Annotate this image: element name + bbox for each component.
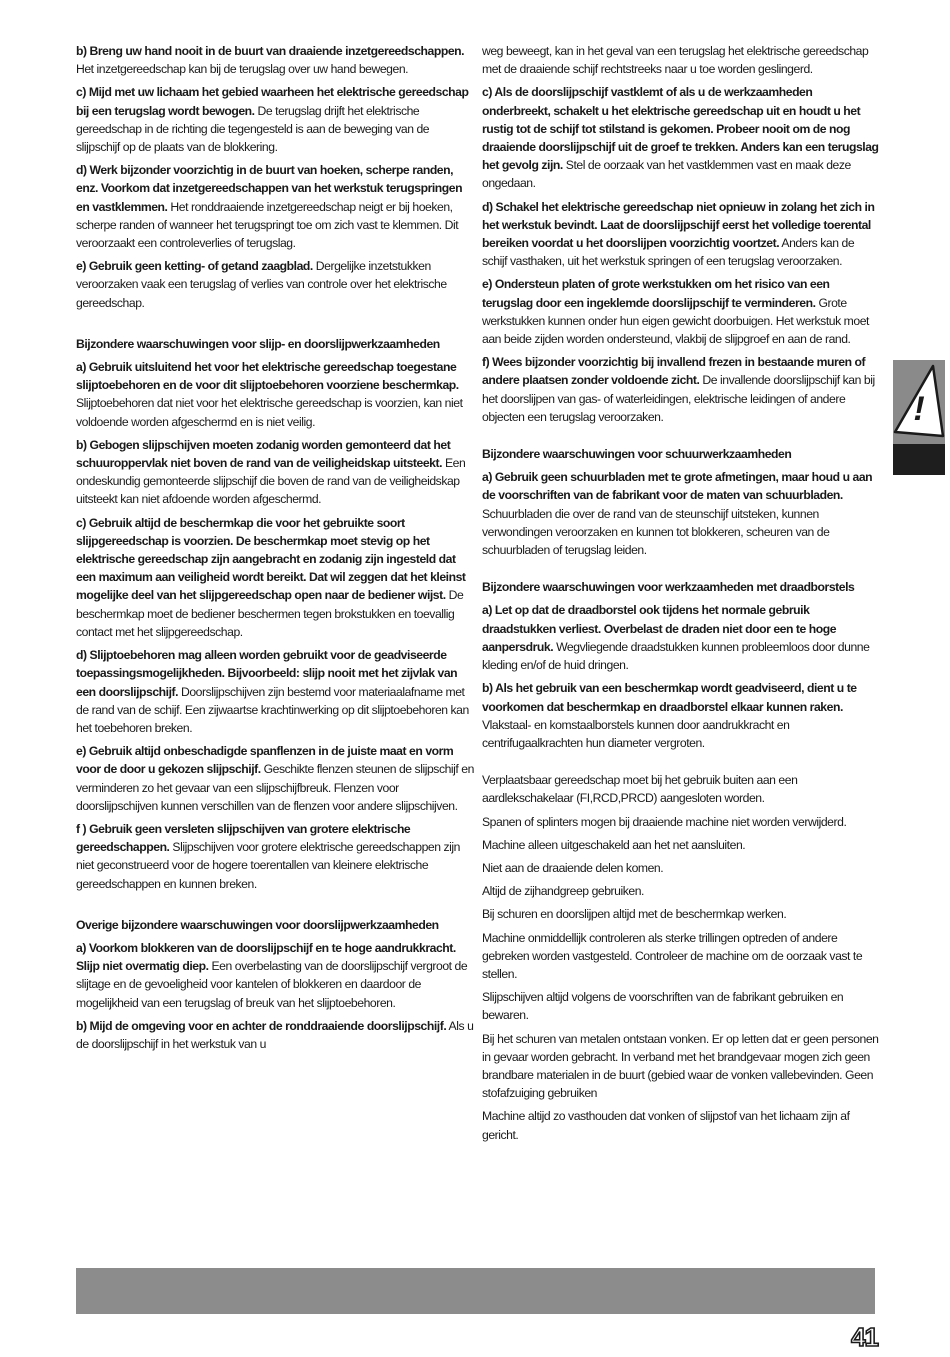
paragraph: a) Gebruik uitsluitend het voor het elektrische gereedschap toegestane slijptoebehoren en de voor dit slijptoebehoren voorziene beschermkap. Slijptoebehoren dat niet voor het elektrische gereedschap is voorzien, kan niet voldoende worden afgeschermd en is niet veilig.	[76, 360, 463, 429]
note-paragraph: Bij het schuren van metalen ontstaan vonken. Er op letten dat er geen personen in gevaar worden gebracht. In verband met het brandgevaar mogen zich geen brandbare materialen in de buurt (gebied waar de vonken vallebevinden. Geen stofafzuiging gebruiken	[482, 1031, 879, 1101]
paragraph: c) Gebruik altijd de beschermkap die voor het gebruikte soort slijpgereedschap is voorzien. De beschermkap moet stevig op het elektrische gereedschap zijn aangebracht en zodanig zijn ingesteld dat een maximum aan veiligheid wordt bereikt. Dat wil zeggen dat het kleinst mogelijke deel van het slijpgereedschap open naar de bediener wijst. De beschermkap moet de bediener beschermen tegen brokstukken en toevallig contact met het slijpgereedschap.	[76, 515, 466, 639]
note-paragraph: Slijpschijven altijd volgens de voorschriften van de fabrikant gebruiken en bewaren.	[482, 990, 844, 1023]
note-paragraph: Spanen of splinters mogen bij draaiende machine niet worden verwijderd.	[482, 814, 847, 829]
page-number: 41	[851, 1322, 878, 1352]
note-paragraph: Machine onmiddellijk controleren als sterke trillingen optreden of andere gebreken worden vastgesteld. Controleer de machine om de oorzaak vast te stellen.	[482, 930, 863, 981]
paragraph: f ) Gebruik geen versleten slijpschijven van grotere elektrische gereedschappen. Slijpschijven voor grotere elektrische gereedschappen zijn niet geconstrueerd voor de hogere toerentallen van kleinere elektrische gereedschappen en kunnen breken.	[76, 821, 460, 891]
paragraph: b) Mijd de omgeving voor en achter de ronddraaiende doorslijpschijf. Als u de doorslijpschijf in het werkstuk van u	[76, 1018, 474, 1051]
svg-text:!: !	[913, 390, 925, 428]
paragraph: c) Als de doorslijpschijf vastklemt of als u de werkzaamheden onderbreekt, schakelt u het elektrische gereedschap uit en houdt u het rustig tot de schijf tot stilstand is gekomen. Probeer nooit om de nog draaiende doorslijpschijf uit de groef te trekken. Anders kan een terugslag het gevolg zijn. Stel de oorzaak van het vastklemmen vast en maak deze ongedaan.	[482, 85, 879, 191]
paragraph: e) Ondersteun platen of grote werkstukken om het risico van een terugslag door een ingeklemde doorslijpschijf te verminderen. Grote werkstukken kunnen onder hun eigen gewicht doorbuigen. Het werkstuk moet aan beide zijden worden ondersteund, vlakbij de slijpgroef en aan de rand.	[482, 277, 869, 347]
right-column	[482, 42, 880, 1149]
paragraph: b) Als het gebruik van een beschermkap wordt geadviseerd, dient u te voorkomen dat beschermkap en draadborstel elkaar kunnen raken. Vlakstaal- en komstaalborstels kunnen door aandrukkracht en centrifugaalkrachten hun diameter vergroten.	[482, 681, 857, 750]
section-heading: Bijzondere waarschuwingen voor slijp- en doorslijpwerkzaamheden	[76, 336, 440, 351]
paragraph: c) Mijd met uw lichaam het gebied waarheen het elektrische gereedschap bij een terugslag wordt bewogen. De terugslag drijft het elektrische gereedschap in de richting die tegengesteld is aan de beweging van de slijpschijf op de plaats van de blokkering.	[76, 85, 469, 155]
paragraph: d) Schakel het elektrische gereedschap niet opnieuw in zolang het zich in het werkstuk bevindt. Laat de doorslijpschijf eerst het volledige toerental bereiken voordat u het doorslijpen voorzichtig voortzet. Anders kan de schijf vasthaken, uit het werkstuk springen of een terugslag veroorzaken.	[482, 199, 875, 269]
section-heading: Bijzondere waarschuwingen voor schuurwerkzaamheden	[482, 447, 792, 462]
paragraph: a) Gebruik geen schuurbladen met te grote afmetingen, maar houd u aan de voorschriften van de fabrikant voor de maten van schuurbladen. Schuurbladen die over de rand van de steunschijf uitsteken, kunnen verwondingen veroorzaken en kunnen tot blokkeren, scheuren van de schuurbladen of terugslag leiden.	[482, 470, 873, 558]
paragraph: b) Breng uw hand nooit in de buurt van draaiende inzetgereedschappen. Het inzetgereedschap kan bij de terugslag over uw hand bewegen.	[76, 44, 465, 77]
paragraph: f) Wees bijzonder voorzichtig bij invallend frezen in bestaande muren of andere plaatsen zonder voldoende zicht. De invallende doorslijpschijf kan bij het doorslijpen van gas- of waterleidingen, elektrische leidingen of andere objecten een terugslag veroorzaken.	[482, 355, 875, 424]
section-heading: Overige bijzondere waarschuwingen voor doorslijpwerkzaamheden	[76, 917, 439, 932]
paragraph: e) Gebruik geen ketting- of getand zaagblad. Dergelijke inzetstukken veroorzaken vaak een terugslag of verlies van controle over het elektrische gereedschap.	[76, 259, 447, 310]
note-paragraph: Verplaatsbaar gereedschap moet bij het gebruik buiten aan een aardlekschakelaar (FI,RCD,PRCD) aangesloten worden.	[482, 773, 798, 806]
paragraph: weg beweegt, kan in het geval van een terugslag het elektrische gereedschap met de draaiende schijf rechtstreeks naar u toe worden geslingerd.	[482, 44, 869, 77]
note-paragraph: Machine alleen uitgeschakeld aan het net aansluiten.	[482, 837, 746, 852]
side-tab-top	[893, 360, 945, 444]
note-paragraph: Niet aan de draaiende delen komen.	[482, 860, 664, 875]
section-heading: Bijzondere waarschuwingen voor werkzaamheden met draadborstels	[482, 580, 855, 595]
paragraph: d) Werk bijzonder voorzichtig in de buurt van hoeken, scherpe randen, enz. Voorkom dat inzetgereedschappen van het werkstuk terugspringen en vastklemmen. Het ronddraaiende inzetgereedschap neigt er bij hoeken, scherpe randen of wanneer het terugspringt toe om zich vast te klemmen. Dit veroorzaakt een controleverlies of terugslag.	[76, 163, 463, 251]
note-paragraph: Bij schuren en doorslijpen altijd met de beschermkap werken.	[482, 907, 787, 922]
note-paragraph: Altijd de zijhandgreep gebruiken.	[482, 884, 644, 899]
paragraph: b) Gebogen slijpschijven moeten zodanig worden gemonteerd dat het schuuroppervlak niet boven de rand van de veiligheidskap uitsteekt. Een ondeskundig gemonteerde slijpschijf die boven de rand van de veiligheidskap uitsteekt kan niet afdoende worden afgeschermd.	[76, 437, 466, 507]
left-column	[76, 42, 474, 1058]
note-paragraph: Machine altijd zo vasthouden dat vonken of slijpstof van het lichaam zijn af gericht.	[482, 1109, 850, 1142]
footer-bar	[76, 1268, 875, 1314]
warning-triangle-icon	[893, 360, 945, 444]
paragraph: d) Slijptoebehoren mag alleen worden gebruikt voor de geadviseerde toepassingsmogelijkheden. Bijvoorbeeld: slijp nooit met het zijvlak van een doorslijpschijf. Doorslijpschijven zijn bestemd voor materiaalafname met de rand van de schijf. Een zijwaartse krachtinwerking op dit slijptoebehoren kan het toebehoren breken.	[76, 648, 469, 735]
side-tab	[893, 360, 945, 475]
paragraph: a) Let op dat de draadborstel ook tijdens het normale gebruik draadstukken verliest. Overbelast de draden niet door een te hoge aanpersdruk. Wegvliegende draadstukken kunnen probleemloos door dunne kleding en/of de huid dringen.	[482, 603, 870, 673]
paragraph: a) Voorkom blokkeren van de doorslijpschijf en te hoge aandrukkracht. Slijp niet overmatig diep. Een overbelasting van de doorslijpschijf vergroot de slijtage en de gevoeligheid voor kantelen of blokkeren en daardoor de mogelijkheid van een terugslag of breuk van het slijptoebehoren.	[76, 940, 468, 1010]
paragraph: e) Gebruik altijd onbeschadigde spanflenzen in de juiste maat en vorm voor de door u gekozen slijpschijf. Geschikte flenzen steunen de slijpschijf en verminderen zo het gevaar van een slijpschijfbreuk. Flenzen voor doorslijpschijven kunnen verschillen van de flenzen voor andere slijpschijven.	[76, 744, 474, 813]
